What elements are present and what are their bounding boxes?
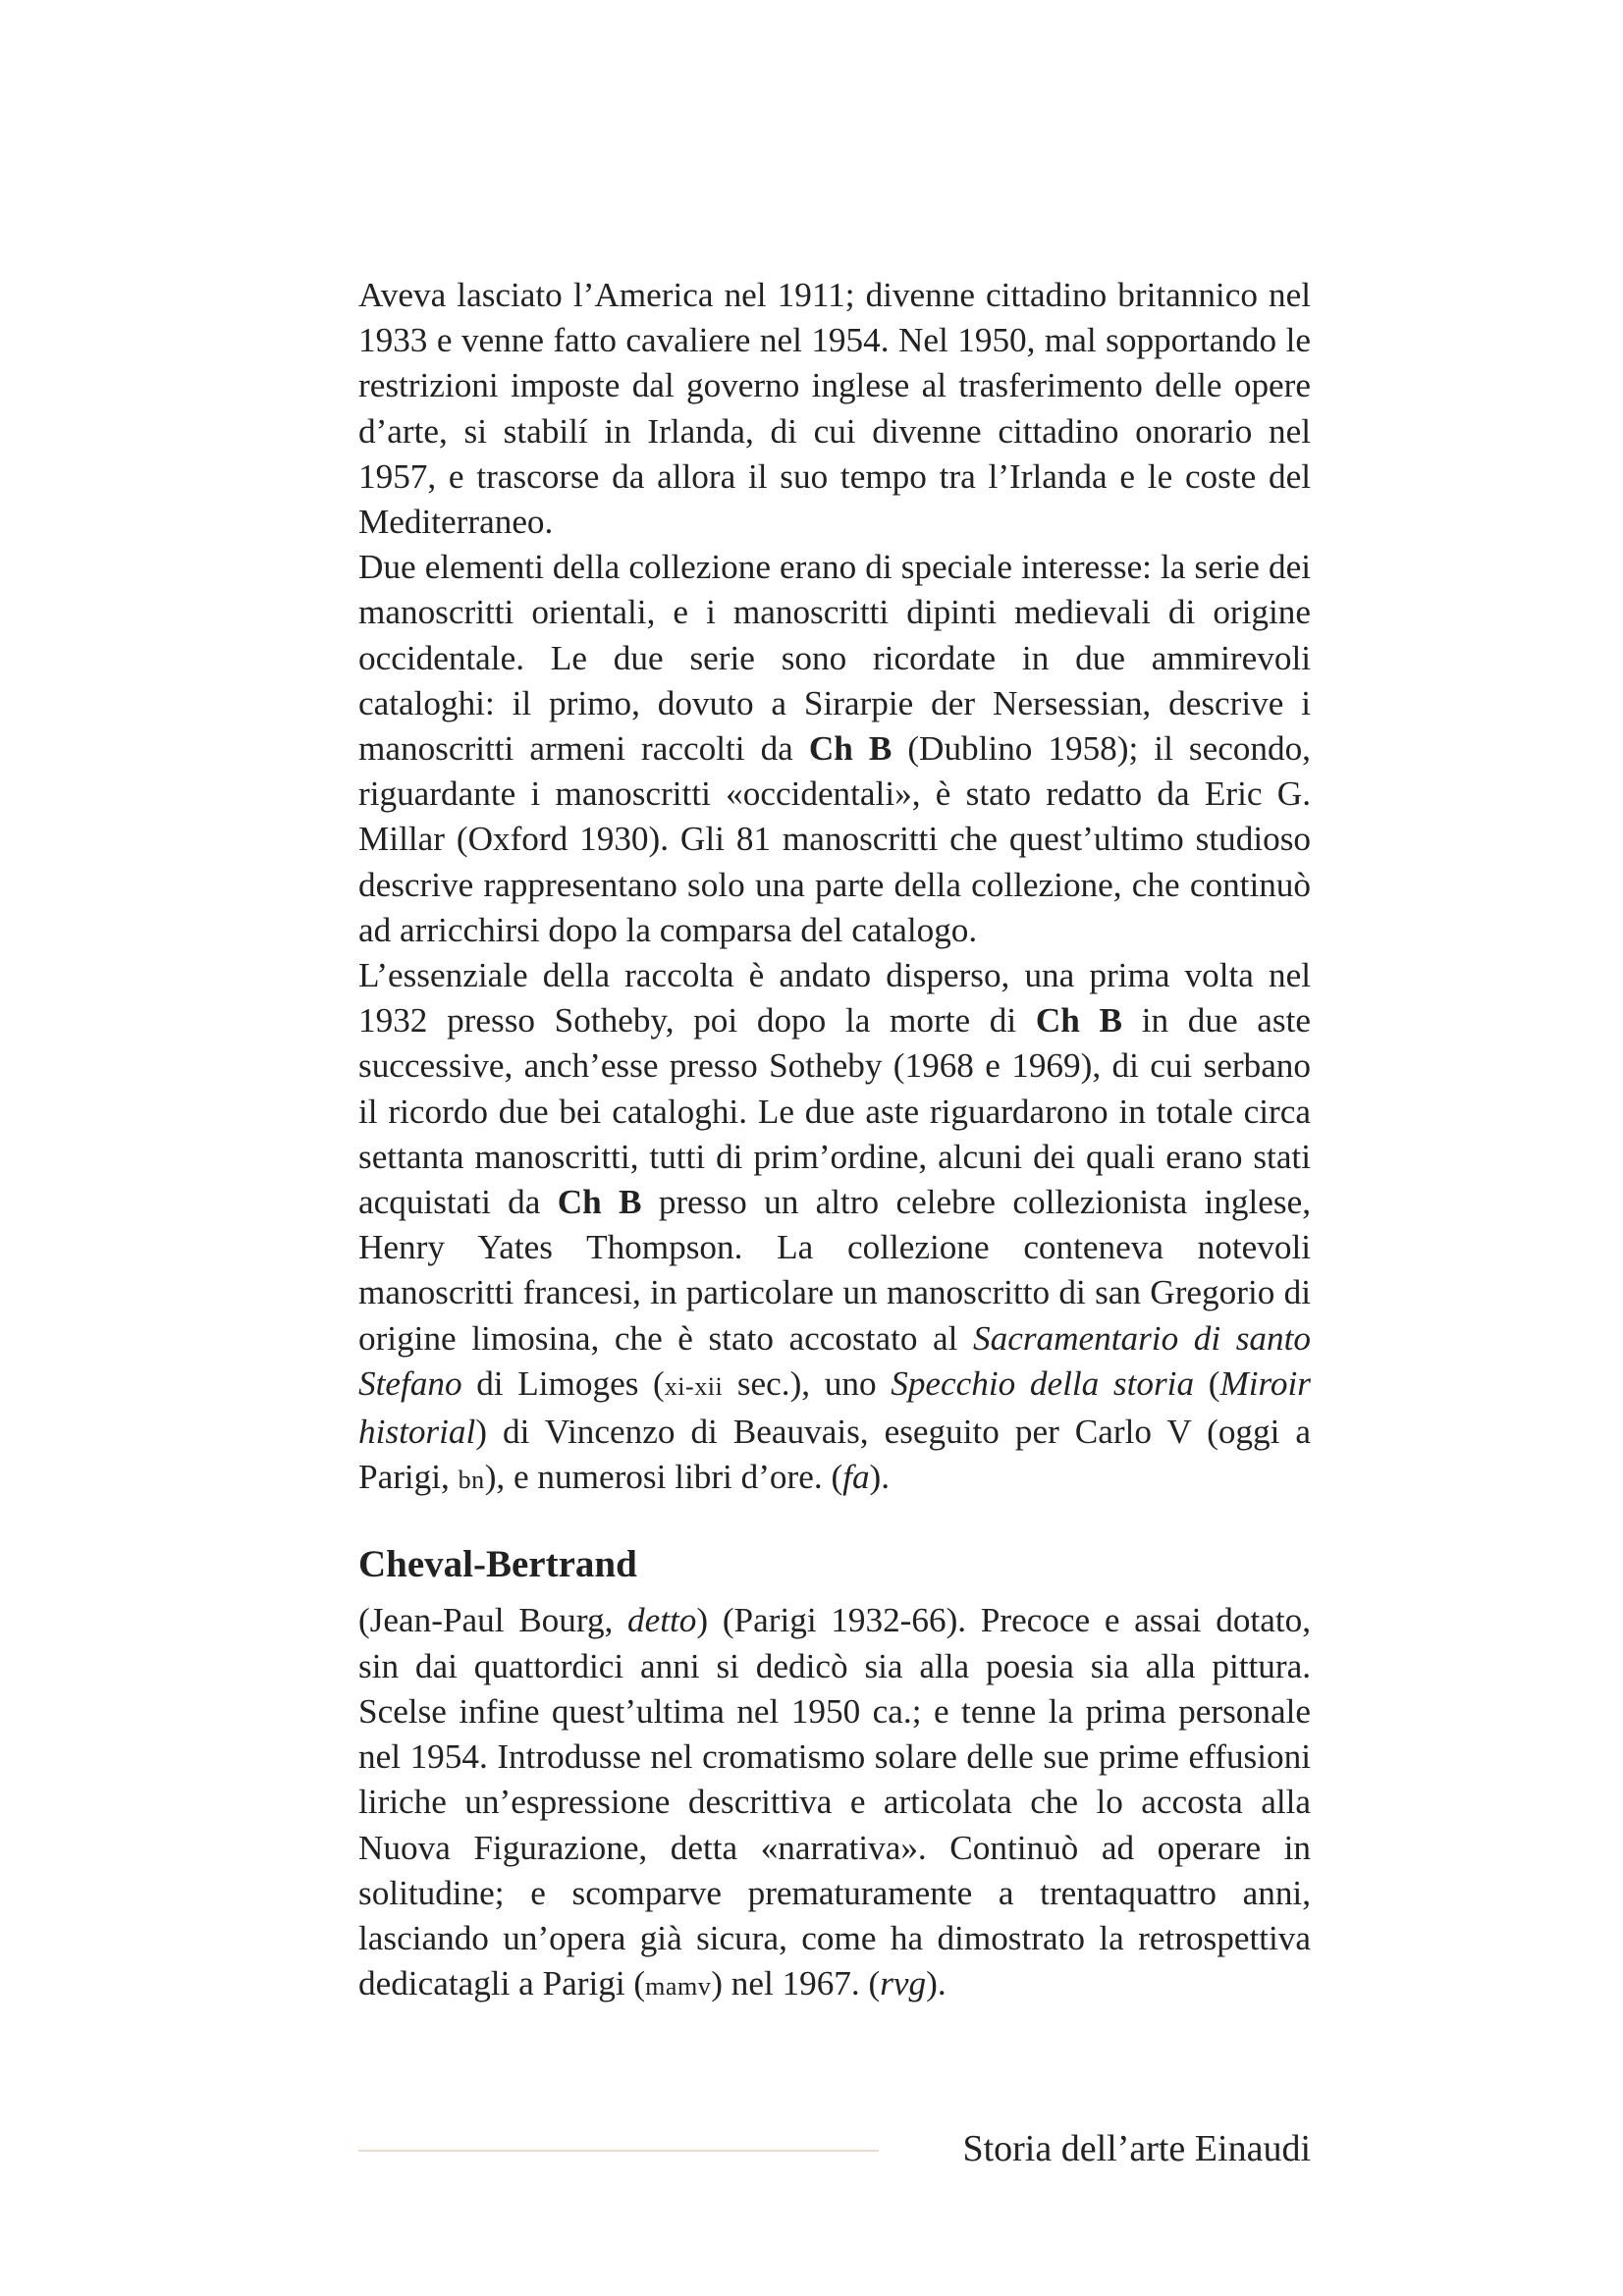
- page-footer: [358, 2124, 1311, 2173]
- small-caps-text: xi-xii: [664, 1371, 724, 1401]
- text-run: ) (Parigi 1932-66). Precoce e assai dotato, sin dai quattordici anni si dedicò sia alla poesia sia alla pittura. Scelse infine quest’ultima nel 1950 ca.; e tenne la prima personale nel 1954. Introdusse nel cromatismo solare delle sue prime effusioni liriche un’espressione descrittiva e articolata che lo accosta alla Nuova Figurazione, detta «narrativa». Continuò ad operare in solitudine; e scomparve prematuramente a trentaquattro anni, lasciando un’opera già sicura, come ha dimostrato la retrospettiva dedicatagli a Parigi (: [358, 1601, 1311, 2003]
- paragraph: [358, 545, 1311, 953]
- italic-text: Sacramentario di santo Stefano: [358, 1318, 1311, 1403]
- small-caps-text: bn: [458, 1466, 485, 1495]
- text-run: di Limoges (: [461, 1363, 665, 1403]
- abbreviation-bold: Ch B: [557, 1183, 642, 1222]
- text-run: ) di Vincenzo di Beauvais, eseguito per Carlo V (oggi a Parigi,: [358, 1413, 1311, 1497]
- entry-title: Cheval-Bertrand: [358, 1543, 637, 1586]
- text-run: presso un altro celebre collezionista inglese, Henry Yates Thompson. La collezione conteneva notevoli manoscritti francesi, in particolare un manoscritto di san Gregorio di origine limosina, che è stato accostato al: [358, 1183, 1311, 1358]
- text-run: Due elementi della collezione erano di speciale interesse: la serie dei manoscritti orientali, e i manoscritti dipinti medievali di origine occidentale. Le due serie sono ricordate in due ammirevoli cataloghi: il primo, dovuto a Sirarpie der Nersessian, descrive i manoscritti armeni raccolti da: [358, 548, 1311, 769]
- text-run: ), e numerosi libri d’ore. (: [484, 1458, 843, 1497]
- text-run: ).: [869, 1458, 891, 1497]
- text-run: sec.), uno: [723, 1363, 892, 1403]
- paragraph: [358, 273, 1311, 545]
- text-run: (Dublino 1958); il secondo, riguardante i manoscritti «occidentali», è stato redatto da Eric G. Millar (Oxford 1930). Gli 81 manoscritti che quest’ultimo studioso descrive rappresentano solo una parte della collezione, che continuò ad arricchirsi dopo la comparsa del catalogo.: [358, 729, 1311, 949]
- footer-title: Storia dell’arte Einaudi: [962, 2128, 1311, 2169]
- paragraph: [358, 953, 1311, 1503]
- abbreviation-bold: Ch B: [808, 729, 893, 769]
- text-run: L’essenziale della raccolta è andato disperso, una prima volta nel 1932 presso Sotheby, poi dopo la morte di: [358, 956, 1311, 1041]
- text-run: Aveva lasciato l’America nel 1911; divenne cittadino britannico nel 1933 e venne fatto cavaliere nel 1954. Nel 1950, mal sopportando le restrizioni imposte dal governo inglese al trasferimento delle opere d’arte, si stabilí in Irlanda, di cui divenne cittadino onorario nel 1957, e trascorse da allora il suo tempo tra l’Irlanda e le coste del Mediterraneo.: [358, 276, 1311, 542]
- footer-rule: [358, 2150, 879, 2152]
- abbreviation-bold: Ch B: [1035, 1001, 1123, 1041]
- italic-text: Specchio della storia: [891, 1363, 1195, 1403]
- small-caps-text: mamv: [645, 1972, 712, 2002]
- page-content: [358, 273, 1311, 2009]
- italic-text: rvg: [880, 1964, 927, 2003]
- text-run: ).: [926, 1964, 947, 2003]
- text-run: ) nel 1967. (: [711, 1964, 881, 2003]
- text-run: in due aste successive, anch’esse presso Sotheby (1968 e 1969), di cui serbano il ricordo due bei cataloghi. Le due aste riguardarono in totale circa settanta manoscritti, tutti di prim’ordine, alcuni dei quali erano stati acquistati da: [358, 1001, 1311, 1222]
- italic-text: detto: [627, 1601, 697, 1640]
- entry-text: [358, 1598, 1311, 2009]
- italic-text: Miroir historial: [358, 1363, 1311, 1452]
- text-run: (Jean-Paul Bourg,: [358, 1601, 628, 1640]
- italic-text: fa: [842, 1458, 870, 1497]
- text-run: (: [1194, 1363, 1220, 1403]
